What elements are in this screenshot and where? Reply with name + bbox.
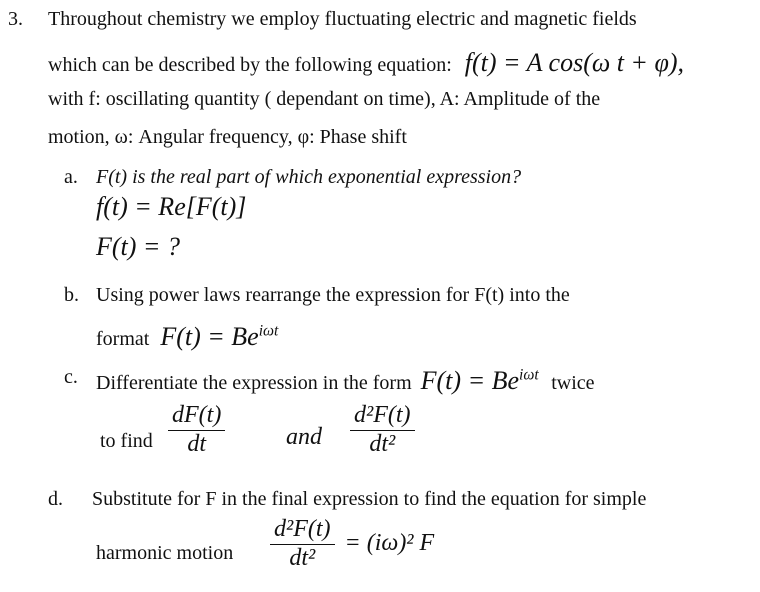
- first-derivative-denominator: dt: [187, 430, 206, 457]
- first-derivative-numerator: dF(t): [168, 402, 225, 431]
- part-b-format-line: [96, 322, 278, 352]
- part-d-lhs-numerator: d²F(t): [270, 516, 335, 545]
- main-equation: f(t) = A cos(ω t + φ),: [464, 48, 685, 77]
- part-a-question: F(t) is the real part of which exponential expression?: [96, 166, 522, 188]
- part-c-label: c.: [64, 366, 78, 388]
- part-b-format-text: format: [96, 328, 150, 350]
- part-c-question-prefix: Differentiate the expression in the form: [96, 372, 412, 394]
- part-c-second-derivative: [350, 402, 415, 458]
- part-c-line-1: [96, 366, 595, 396]
- part-b-format-eq-base: F(t) = Be: [160, 322, 259, 351]
- part-b-label: b.: [64, 284, 79, 306]
- part-c-exponent: iωt: [519, 366, 539, 384]
- part-c-form-equation: [421, 366, 546, 395]
- intro-line-1: Throughout chemistry we employ fluctuating electric and magnetic fields: [48, 8, 637, 30]
- intro-line-3: with f: oscillating quantity ( dependant on time), A: Amplitude of the: [48, 88, 601, 110]
- second-derivative-numerator: d²F(t): [350, 402, 415, 431]
- part-d-equation: [270, 516, 434, 572]
- part-a-equation-2: F(t) = ?: [96, 232, 180, 261]
- part-c-to-find: to find: [100, 430, 153, 452]
- second-derivative-denominator: dt²: [369, 430, 396, 457]
- part-d-label: d.: [48, 488, 63, 510]
- part-b-question: Using power laws rearrange the expression for F(t) into the: [96, 284, 570, 306]
- part-d-question: Substitute for F in the final expression to find the equation for simple: [92, 488, 647, 510]
- part-a-label: a.: [64, 166, 78, 188]
- part-b-exponent: iωt: [258, 322, 279, 340]
- part-b-format-equation: [160, 322, 278, 351]
- part-d-lhs-denominator: dt²: [289, 544, 316, 571]
- part-c-first-derivative: [168, 402, 225, 458]
- part-c-form-eq-base: F(t) = Be: [420, 366, 520, 395]
- part-d-rhs: = (iω)² F: [344, 529, 435, 556]
- part-c-and: and: [286, 424, 322, 450]
- intro-line-2-text: which can be described by the following equation:: [48, 54, 452, 76]
- part-d-harmonic-text: harmonic motion: [96, 542, 234, 564]
- part-c-question-suffix: twice: [551, 372, 595, 394]
- problem-number: 3.: [8, 8, 23, 30]
- part-a-equation-1: f(t) = Re[F(t)]: [96, 192, 247, 221]
- intro-line-4: motion, ω: Angular frequency, φ: Phase shift: [48, 126, 407, 148]
- intro-line-2: [48, 48, 684, 78]
